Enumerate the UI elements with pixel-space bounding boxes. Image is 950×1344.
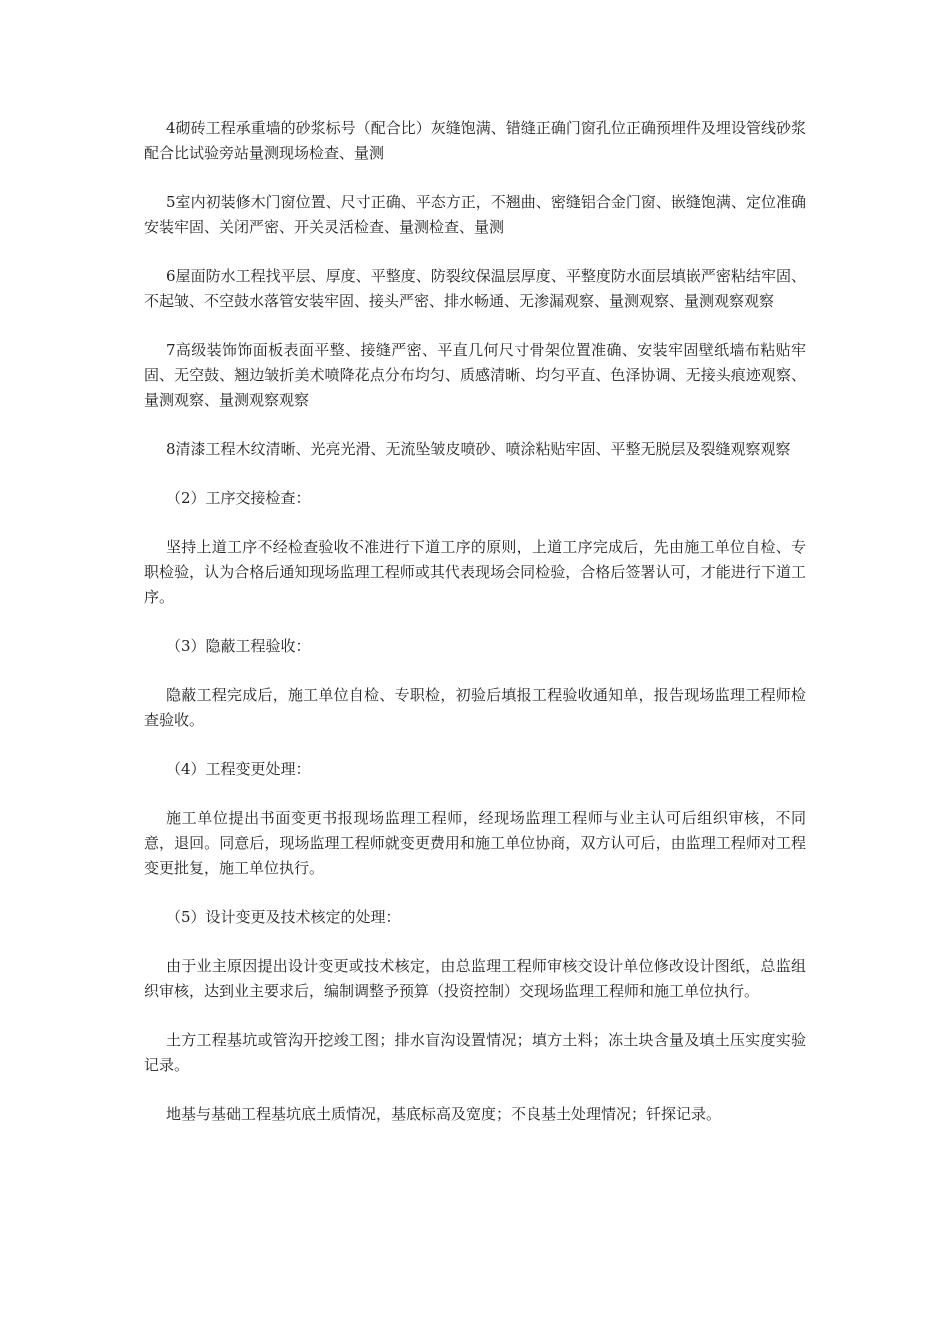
paragraph-varnish-works: 8清漆工程木纹清晰、光亮光滑、无流坠皱皮喷砂、喷涂粘贴牢固、平整无脱层及裂缝观察观察 <box>166 440 791 458</box>
document-body <box>144 116 806 1151</box>
heading-engineering-change: （4）工程变更处理： <box>166 760 311 778</box>
heading-design-change: （5）设计变更及技术核定的处理： <box>166 908 401 926</box>
paragraph-design-change: 由于业主原因提出设计变更或技术核定，由总监理工程师审核交设计单位修改设计图纸，总监组织审核，达到业主要求后，编制调整予预算（投资控制）交现场监理工程师和施工单位执行。 <box>144 957 806 1000</box>
heading-concealed-works-acceptance: （3）隐蔽工程验收： <box>166 637 311 655</box>
paragraph-roof-waterproofing: 6屋面防水工程找平层、厚度、平整度、防裂纹保温层厚度、平整度防水面层填嵌严密粘结牢固、不起皱、不空鼓水落管安装牢固、接头严密、排水畅通、无渗漏观察、量测观察、量测观察观察 <box>144 267 806 310</box>
paragraph-earthwork-records: 土方工程基坑或管沟开挖竣工图；排水盲沟设置情况；填方土料；冻土块含量及填土压实度实验记录。 <box>144 1031 806 1074</box>
heading-process-handover-inspection: （2）工序交接检查： <box>166 489 311 507</box>
paragraph-process-handover: 坚持上道工序不经检查验收不准进行下道工序的原则，上道工序完成后，先由施工单位自检、专职检验，认为合格后通知现场监理工程师或其代表现场会同检验，合格后签署认可，才能进行下道工序。 <box>144 538 806 606</box>
paragraph-masonry-works: 4砌砖工程承重墙的砂浆标号（配合比）灰缝饱满、错缝正确门窗孔位正确预埋件及埋设管线砂浆配合比试验旁站量测现场检查、量测 <box>144 119 806 162</box>
paragraph-advanced-decoration: 7高级装饰饰面板表面平整、接缝严密、平直几何尺寸骨架位置准确、安装牢固壁纸墙布粘贴牢固、无空鼓、翘边皱折美术喷降花点分布均匀、质感清晰、均匀平直、色泽协调、无接头痕迹观察、量测观察、量测观察观察 <box>144 341 806 409</box>
paragraph-engineering-change: 施工单位提出书面变更书报现场监理工程师，经现场监理工程师与业主认可后组织审核，不同意，退回。同意后，现场监理工程师就变更费用和施工单位协商，双方认可后，由监理工程师对工程变更批复，施工单位执行。 <box>144 809 806 877</box>
paragraph-foundation-records: 地基与基础工程基坑底土质情况，基底标高及宽度；不良基土处理情况；钎探记录。 <box>166 1105 722 1123</box>
paragraph-concealed-works: 隐蔽工程完成后，施工单位自检、专职检，初验后填报工程验收通知单，报告现场监理工程师检查验收。 <box>144 686 806 729</box>
paragraph-interior-finishing: 5室内初装修木门窗位置、尺寸正确、平态方正，不翘曲、密缝铝合金门窗、嵌缝饱满、定位准确安装牢固、关闭严密、开关灵活检查、量测检查、量测 <box>144 193 806 236</box>
